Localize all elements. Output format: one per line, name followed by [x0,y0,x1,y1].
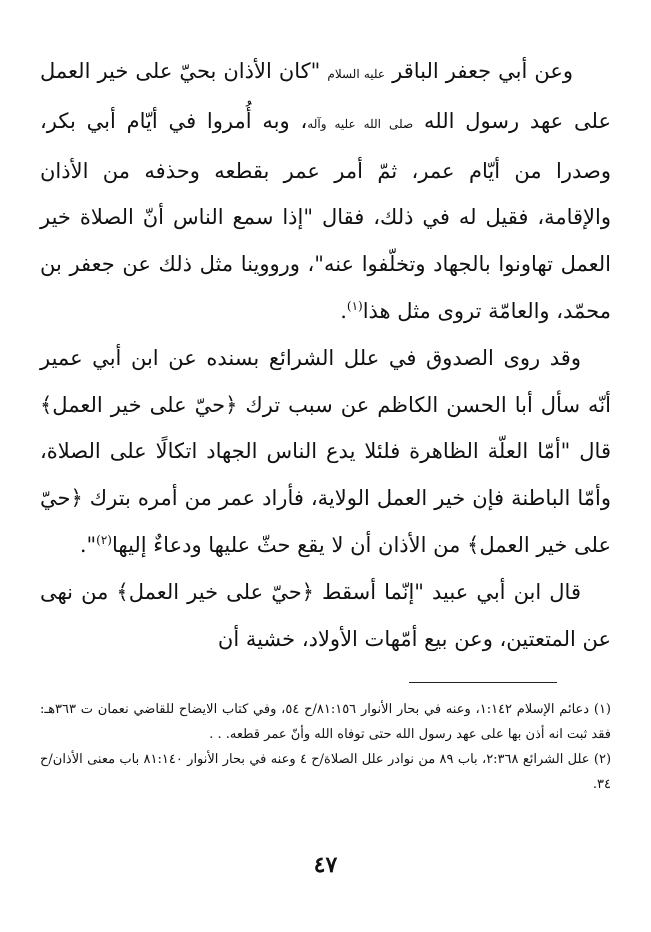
paragraph-2-end: ". [79,532,97,557]
paragraph-2 [40,335,611,569]
footnote-2: (٢) علل الشرائع ٢:٣٦٨، باب ٨٩ من نوادر علل الصلاة/ح ٤ وعنه في بحار الأنوار ٨١:١٤٠ باب معنى الأذان/ح ٣٤. [40,752,612,792]
footnote-separator [409,682,557,683]
honorific-salawat: صلى الله عليه وآله [307,116,414,131]
main-text [40,48,611,662]
paragraph-2-text: وقد روى الصدوق في علل الشرائع بسنده عن ابن أبي عمير أنّه سأل أبا الحسن الكاظم عن سبب ترك ﴿حيّ على خير العمل﴾ قال "أمّا العلّة الظاهرة فلئلا يدع الناس الجهاد اتكالًا على الصلاة، وأمّا الباطنة فإن خير العمل الولاية، فأراد عمر من أمره بترك ﴿حيّ على خير العمل﴾ من الأذان أن لا يقع حثّ عليها ودعاءٌ إليها [40,345,611,557]
footnote-ref-2[interactable]: (٢) [96,532,112,547]
paragraph-3 [40,569,611,663]
paragraph-1 [40,48,611,335]
honorific-alayhi-salam: عليه السلام [327,67,386,81]
footnote-ref-1[interactable]: (١) [346,298,363,313]
paragraph-3-text: قال ابن أبي عبيد "إنّما أسقط ﴿حيّ على خير العمل﴾ من نهى عن المتعتين، وعن بيع أمّهات الأولاد، خشية أن [40,579,611,651]
footnotes [40,697,611,797]
paragraph-1-end: . [340,298,347,323]
page-number: ٤٧ [313,852,338,878]
paragraph-1-text-a: وعن أبي جعفر الباقر [385,59,574,83]
paragraph-1-text-b: "كان الأذان بحيّ على خير العمل على عهد رسول الله [40,59,611,133]
paragraph-1-text-c: ، وبه أُمروا في أيّام أبي بكر، وصدرا من أيّام عمر، ثمّ أمر عمر بقطعه وحذفه من الأذان والإقامة، فقيل له في ذلك، فقال "إذا سمع الناس أنّ الصلاة خير العمل تهاونوا بالجهاد وتخلّفوا عنه"، ورووينا مثل ذلك عن جعفر بن محمّد، والعامّة تروى مثل هذا [40,108,611,323]
footnote-1: (١) دعائم الإسلام ١:١٤٢، وعنه في بحار الأنوار ٨١:١٥٦/ح ٥٤، وفي كتاب الايضاح للقاضي نعمان ت ٣٦٣هـ: فقد ثبت انه أذن بها على عهد رسول الله حتى توفاه الله وأنّ عمر قطعه. . . [40,702,611,742]
